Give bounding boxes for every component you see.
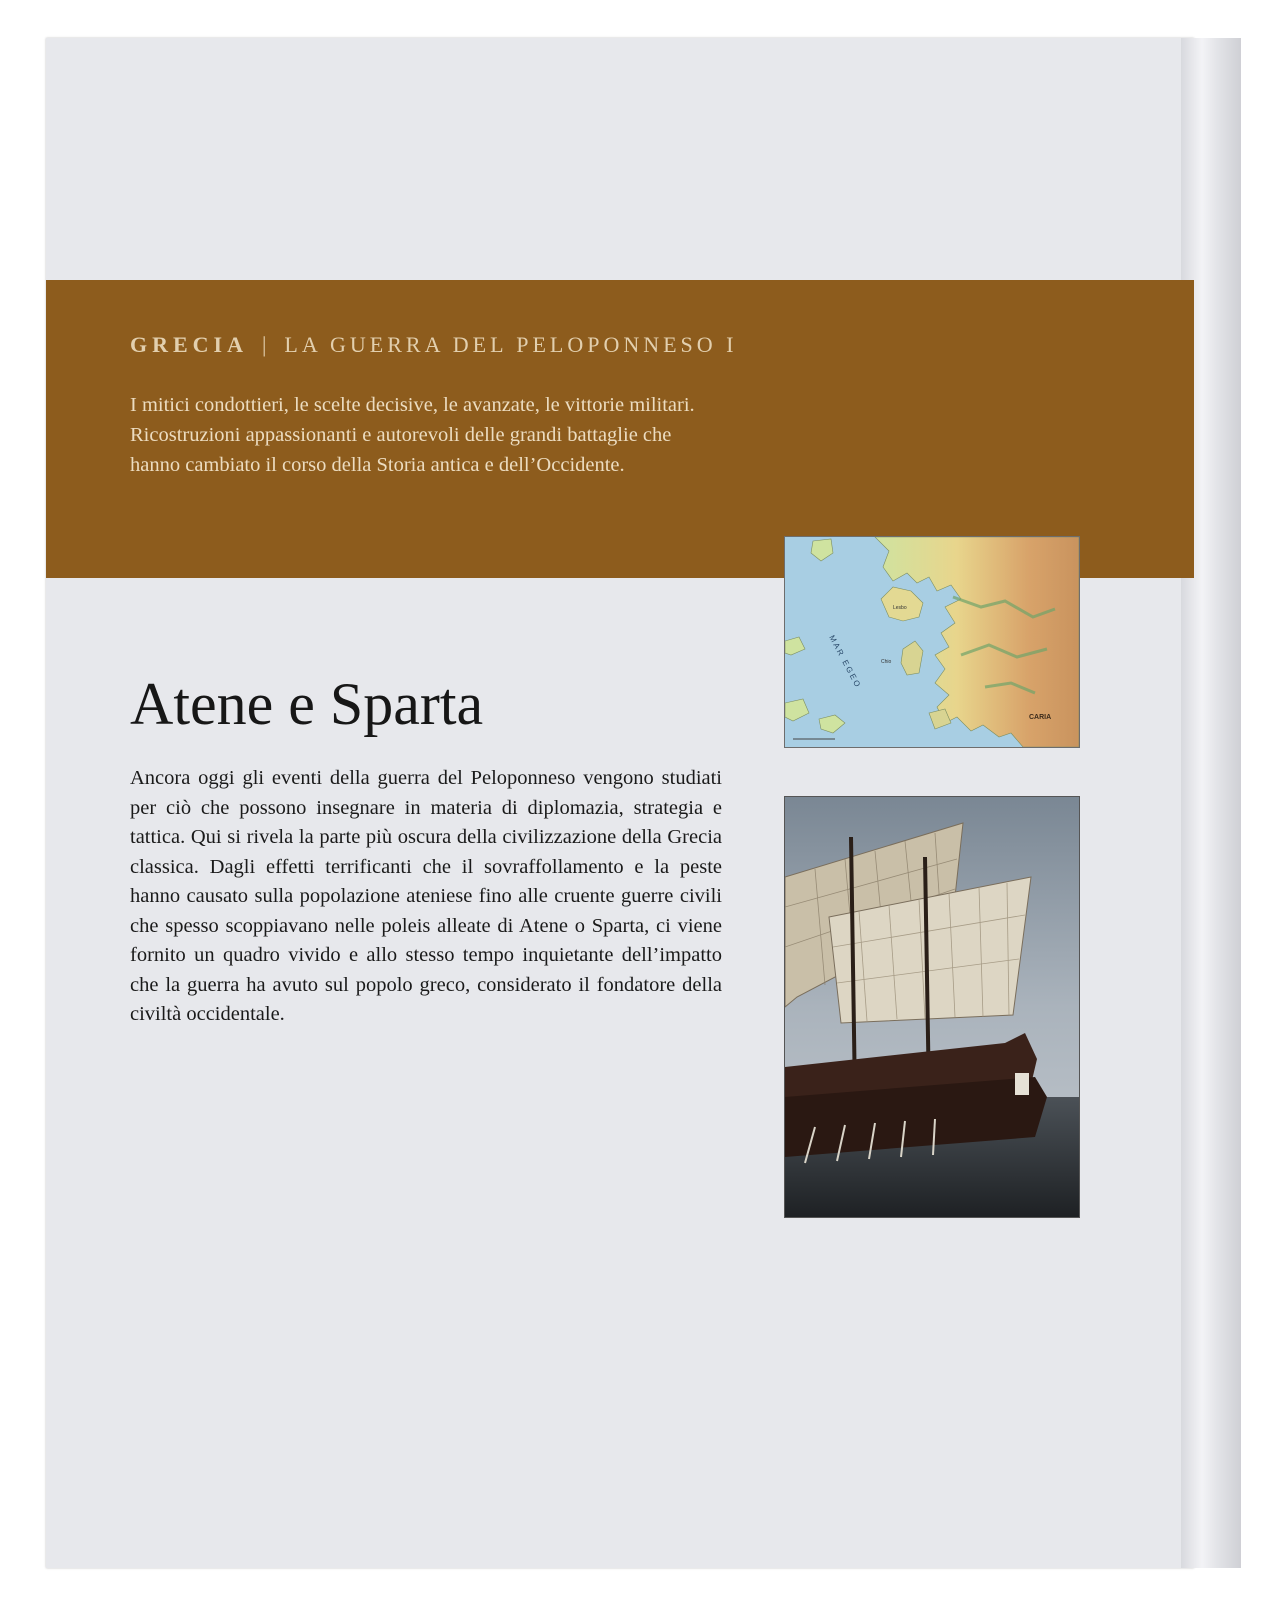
book-back-cover bbox=[46, 38, 1194, 1568]
book-spine bbox=[1181, 38, 1241, 1568]
book-title: Atene e Sparta bbox=[130, 671, 484, 737]
series-collection: GRECIA bbox=[130, 332, 249, 357]
series-tagline bbox=[130, 390, 750, 480]
map-graphic bbox=[785, 537, 1079, 747]
book-description: Ancora oggi gli eventi della guerra del Peloponneso vengono studiati per ciò che possono insegnare in materia di diplomazia, strategia e tattica. Qui si rivela la parte più oscura della civilizzazione della Grecia classica. Dagli effetti terrificanti che il sovraffollamento e la peste hanno causato sulla popolazione ateniese fino alle cruente guerre civili che spesso scoppiavano nelle poleis alleate di Atene o Sparta, ci viene fornito un quadro vivido e allo stesso tempo inquietante dell’impatto che la guerra ha avuto sul popolo greco, considerato il fondatore della civiltà occidentale. bbox=[130, 767, 722, 1025]
series-separator: | bbox=[262, 332, 271, 357]
tagline-line: hanno cambiato il corso della Storia antica e dell’Occidente. bbox=[130, 454, 625, 476]
trireme-photo bbox=[784, 796, 1080, 1218]
tagline-line: I mitici condottieri, le scelte decisive, le avanzate, le vittorie militari. bbox=[130, 394, 695, 416]
aegean-map-image bbox=[784, 536, 1080, 748]
map-region-label: CARIA bbox=[1029, 714, 1052, 721]
series-band bbox=[46, 280, 1194, 578]
map-island2-label: Chio bbox=[881, 659, 892, 665]
series-heading bbox=[130, 332, 738, 358]
tagline-line: Ricostruzioni appassionanti e autorevoli delle grandi battaglie che bbox=[130, 424, 672, 446]
trireme-graphic bbox=[785, 797, 1079, 1217]
map-sea-label: MAR EGEO bbox=[827, 633, 863, 691]
series-volume-title: LA GUERRA DEL PELOPONNESO I bbox=[284, 332, 738, 357]
map-island-label: Lesbo bbox=[893, 605, 907, 611]
